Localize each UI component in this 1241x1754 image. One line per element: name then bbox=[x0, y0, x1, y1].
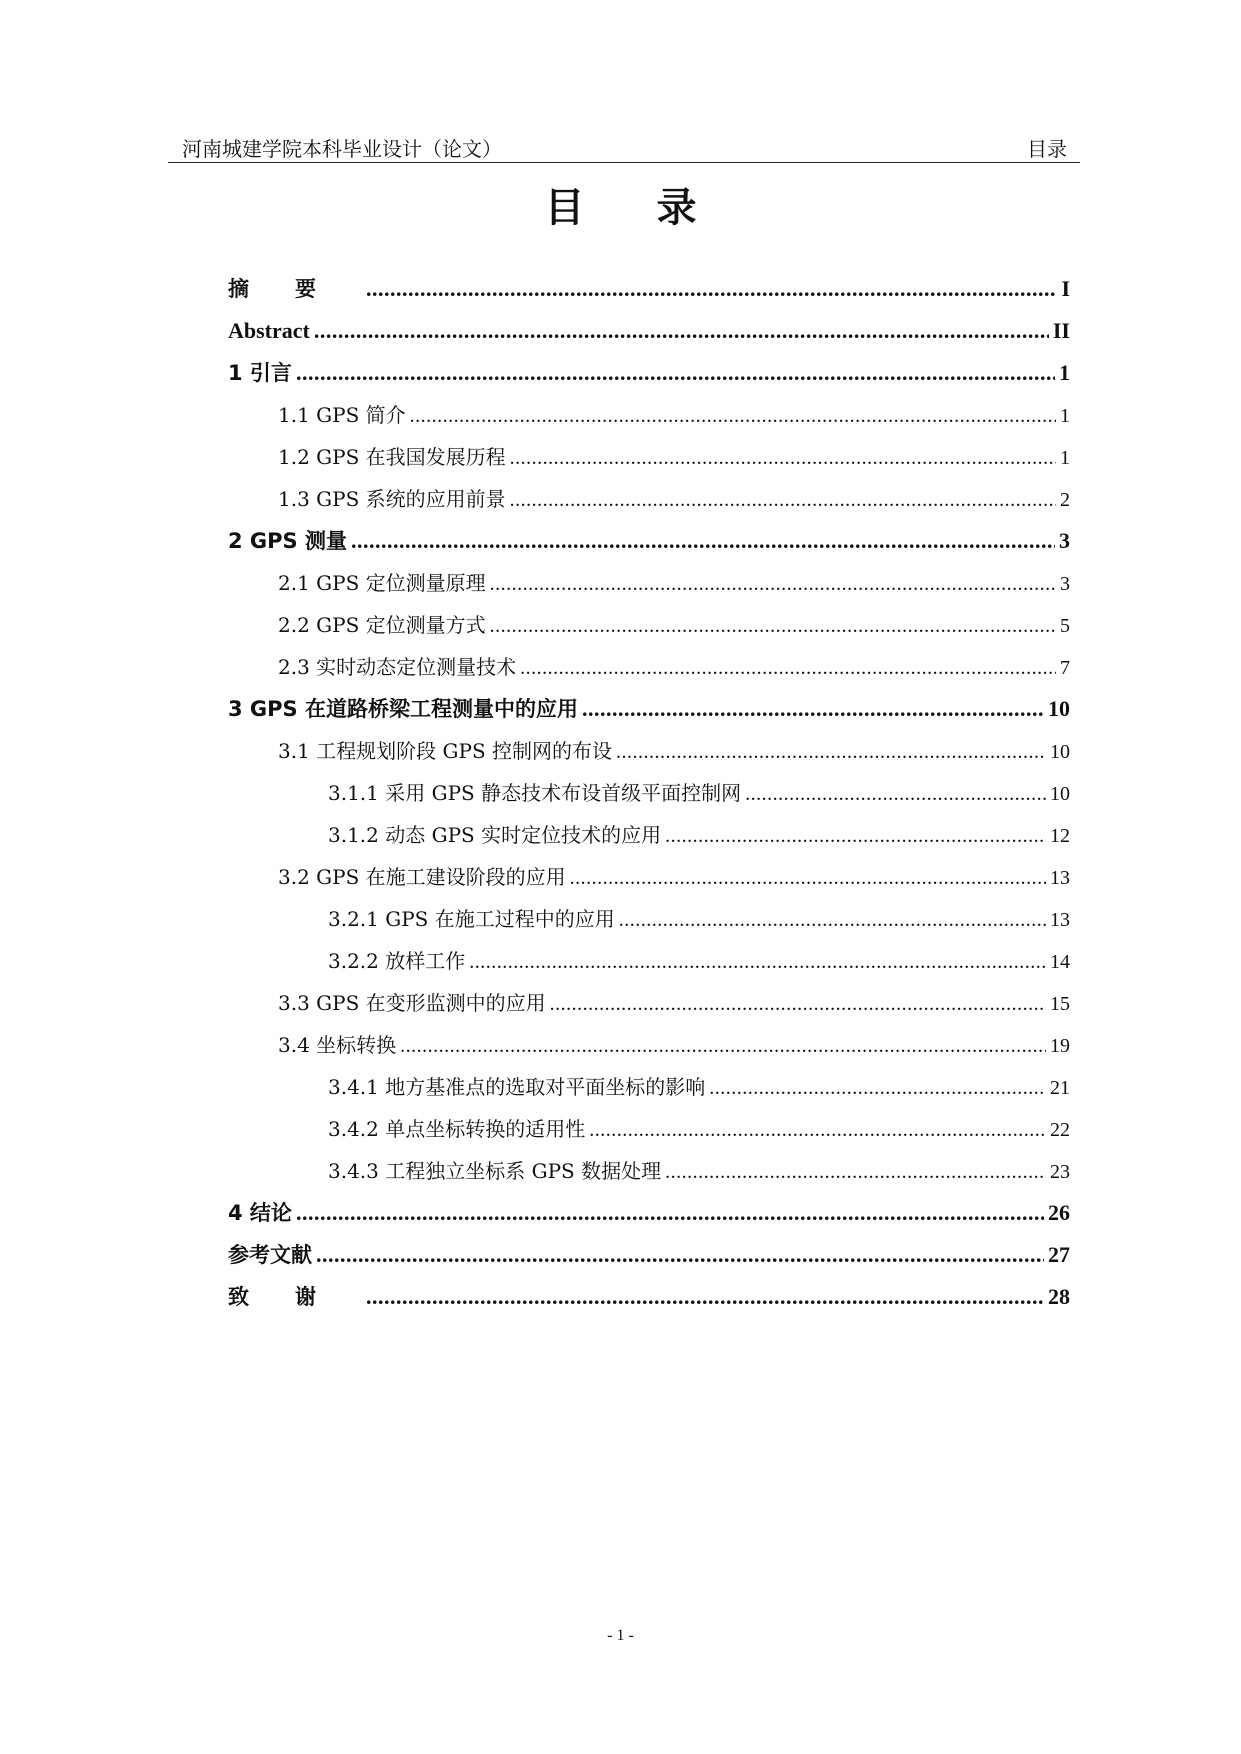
toc-entry-page: 23 bbox=[1050, 1161, 1070, 1183]
toc-entry-label: 1.1 GPS 简介 bbox=[278, 403, 406, 427]
toc-entry-acknowledgements[interactable] bbox=[228, 1276, 1070, 1318]
toc-entry-subsection-3-4-2[interactable] bbox=[228, 1108, 1070, 1150]
toc-entry-page: 10 bbox=[1048, 696, 1070, 721]
toc-entry-label: 2 GPS 测量 bbox=[228, 529, 347, 553]
toc-entry-label: 3.4.3 工程独立坐标系 GPS 数据处理 bbox=[328, 1159, 662, 1183]
toc-entry-section-2-3[interactable] bbox=[228, 646, 1070, 688]
toc-entry-label: 2.1 GPS 定位测量原理 bbox=[278, 571, 486, 595]
dot-leader bbox=[619, 899, 1046, 941]
toc-entry-label: 致谢 bbox=[228, 1285, 362, 1309]
dot-leader bbox=[351, 520, 1055, 562]
toc-entry-page: I bbox=[1061, 276, 1070, 301]
toc-entry-abstract-en[interactable] bbox=[228, 310, 1070, 352]
dot-leader bbox=[314, 310, 1049, 352]
toc-entry-label: 2.2 GPS 定位测量方式 bbox=[278, 613, 486, 637]
dot-leader bbox=[520, 647, 1056, 689]
toc-entry-page: 13 bbox=[1050, 909, 1070, 931]
toc-entry-page: 27 bbox=[1048, 1242, 1070, 1267]
toc-entry-label: 3.4.2 单点坐标转换的适用性 bbox=[328, 1117, 586, 1141]
toc-entry-section-3-2[interactable] bbox=[228, 856, 1070, 898]
toc-entry-section-1-1[interactable] bbox=[228, 394, 1070, 436]
page-number: - 1 - bbox=[607, 1627, 634, 1644]
toc-entry-label: 3.2 GPS 在施工建设阶段的应用 bbox=[278, 865, 566, 889]
toc-entry-section-1-3[interactable] bbox=[228, 478, 1070, 520]
dot-leader bbox=[570, 857, 1046, 899]
toc-entry-label: 参考文献 bbox=[228, 1243, 312, 1267]
toc-entry-subsection-3-4-3[interactable] bbox=[228, 1150, 1070, 1192]
dot-leader bbox=[550, 983, 1046, 1025]
toc-entry-label: 4 结论 bbox=[228, 1201, 292, 1225]
toc-entry-abstract-cn[interactable] bbox=[228, 268, 1070, 310]
toc-entry-page: 5 bbox=[1060, 615, 1070, 637]
toc-entry-section-1-2[interactable] bbox=[228, 436, 1070, 478]
toc-entry-label: 2.3 实时动态定位测量技术 bbox=[278, 655, 517, 679]
toc-entry-page: 21 bbox=[1050, 1077, 1070, 1099]
toc-entry-chapter-1[interactable] bbox=[228, 352, 1070, 394]
toc-entry-page: 1 bbox=[1059, 360, 1070, 385]
toc-entry-label: 1.2 GPS 在我国发展历程 bbox=[278, 445, 506, 469]
toc-entry-subsection-3-2-2[interactable] bbox=[228, 940, 1070, 982]
dot-leader bbox=[665, 1151, 1046, 1193]
toc-entry-page: 19 bbox=[1050, 1035, 1070, 1057]
toc-entry-subsection-3-1-1[interactable] bbox=[228, 772, 1070, 814]
toc-entry-label: 3.4.1 地方基准点的选取对平面坐标的影响 bbox=[328, 1075, 706, 1099]
dot-leader bbox=[490, 605, 1056, 647]
toc-entry-label: 3.1.2 动态 GPS 实时定位技术的应用 bbox=[328, 823, 662, 847]
toc-entry-page: 12 bbox=[1050, 825, 1070, 847]
dot-leader bbox=[400, 1025, 1046, 1067]
toc-entry-references[interactable] bbox=[228, 1234, 1070, 1276]
toc-entry-section-3-4[interactable] bbox=[228, 1024, 1070, 1066]
toc-entry-section-2-1[interactable] bbox=[228, 562, 1070, 604]
toc-entry-page: 7 bbox=[1060, 657, 1070, 679]
dot-leader bbox=[366, 268, 1057, 310]
toc-entry-page: 3 bbox=[1060, 573, 1070, 595]
toc-entry-label: 3.1.1 采用 GPS 静态技术布设首级平面控制网 bbox=[328, 781, 742, 805]
dot-leader bbox=[745, 773, 1046, 815]
toc-entry-page: 10 bbox=[1050, 783, 1070, 805]
toc-entry-page: 2 bbox=[1060, 489, 1070, 511]
toc-entry-page: 22 bbox=[1050, 1119, 1070, 1141]
toc-entry-page: 15 bbox=[1050, 993, 1070, 1015]
dot-leader bbox=[665, 815, 1046, 857]
toc-entry-page: 3 bbox=[1059, 528, 1070, 553]
toc-entry-label: 3.1 工程规划阶段 GPS 控制网的布设 bbox=[278, 739, 613, 763]
dot-leader bbox=[410, 395, 1056, 437]
dot-leader bbox=[510, 437, 1056, 479]
toc-entry-label: 摘要 bbox=[228, 277, 362, 301]
dot-leader bbox=[469, 941, 1046, 983]
toc-entry-label: 1 引言 bbox=[228, 361, 292, 385]
toc-entry-page: 28 bbox=[1048, 1284, 1070, 1309]
toc-entry-section-3-1[interactable] bbox=[228, 730, 1070, 772]
toc-entry-label: 1.3 GPS 系统的应用前景 bbox=[278, 487, 506, 511]
toc-entry-label: 3 GPS 在道路桥梁工程测量中的应用 bbox=[228, 697, 578, 721]
dot-leader bbox=[582, 688, 1044, 730]
toc-entry-page: 14 bbox=[1050, 951, 1070, 973]
toc-entry-label: 3.2.2 放样工作 bbox=[328, 949, 466, 973]
toc-entry-subsection-3-2-1[interactable] bbox=[228, 898, 1070, 940]
dot-leader bbox=[589, 1109, 1046, 1151]
table-of-contents bbox=[228, 268, 1070, 1318]
toc-entry-page: 13 bbox=[1050, 867, 1070, 889]
running-header-section: 目录 bbox=[1027, 137, 1067, 161]
dot-leader bbox=[296, 1192, 1044, 1234]
dot-leader bbox=[316, 1234, 1044, 1276]
dot-leader bbox=[490, 563, 1056, 605]
toc-entry-label: 3.2.1 GPS 在施工过程中的应用 bbox=[328, 907, 615, 931]
toc-entry-page: II bbox=[1052, 318, 1070, 343]
dot-leader bbox=[366, 1276, 1044, 1318]
toc-entry-page: 26 bbox=[1048, 1200, 1070, 1225]
toc-entry-chapter-2[interactable] bbox=[228, 520, 1070, 562]
dot-leader bbox=[510, 479, 1056, 521]
dot-leader bbox=[616, 731, 1046, 773]
toc-entry-page: 10 bbox=[1050, 741, 1070, 763]
dot-leader bbox=[296, 352, 1055, 394]
toc-entry-page: 1 bbox=[1060, 447, 1070, 469]
toc-entry-section-2-2[interactable] bbox=[228, 604, 1070, 646]
header-rule bbox=[168, 162, 1080, 163]
toc-entry-subsection-3-4-1[interactable] bbox=[228, 1066, 1070, 1108]
toc-entry-subsection-3-1-2[interactable] bbox=[228, 814, 1070, 856]
page-title: 目录 bbox=[544, 185, 769, 231]
running-header-title: 河南城建学院本科毕业设计（论文） bbox=[182, 137, 502, 161]
toc-entry-chapter-4[interactable] bbox=[228, 1192, 1070, 1234]
toc-entry-page: 1 bbox=[1060, 405, 1070, 427]
toc-entry-label: Abstract bbox=[228, 318, 310, 343]
toc-entry-chapter-3[interactable] bbox=[228, 688, 1070, 730]
toc-entry-section-3-3[interactable] bbox=[228, 982, 1070, 1024]
toc-entry-label: 3.4 坐标转换 bbox=[278, 1033, 397, 1057]
toc-entry-label: 3.3 GPS 在变形监测中的应用 bbox=[278, 991, 546, 1015]
dot-leader bbox=[709, 1067, 1046, 1109]
